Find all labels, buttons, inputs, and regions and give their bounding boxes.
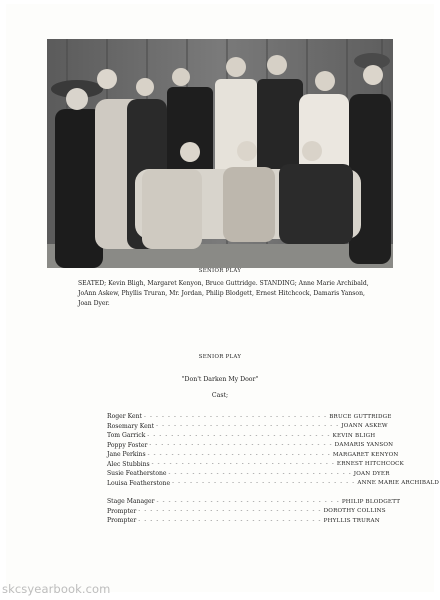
photo-caption-title: SENIOR PLAY [198, 268, 242, 274]
leader-dots: - - - - - - - - - - - - - - - - - - - - - - - - - - - - - - - [138, 508, 322, 515]
watermark: skcsyearbook.com [2, 582, 111, 596]
cast-list [107, 412, 440, 488]
cast-actor: BRUCE GUTTRIDGE [329, 413, 392, 420]
cast-role: Louisa Featherstone [107, 479, 171, 487]
leader-dots: - - - - - - - - - - - - - - - - - - - - - - - - - - - - - - - [168, 470, 352, 477]
cast-actor: JOANN ASKEW [341, 423, 388, 430]
cast-row [107, 460, 405, 470]
crew-role: Stage Manager [107, 498, 155, 506]
play-name: "Don't Darken My Door" [181, 376, 259, 383]
leader-dots: - - - - - - - - - - - - - - - - - - - - - - - - - - - - - - - [151, 461, 335, 468]
crew-row [107, 497, 401, 507]
photo-caption-text: SEATED; Kevin Bligh, Margaret Kenyon, Bruce Guttridge. STANDING; Anne Marie Archibald, JoAnn Askew, Phyllis Truran, Mr. Jordan, Philip Blodgett, Ernest Hitchcock, Damaris Yanson, Joan Dyer. [78, 280, 369, 307]
crew-role: Prompter [107, 507, 137, 515]
group-photo-image [47, 39, 393, 268]
cast-role: Roger Kent [107, 413, 142, 421]
cast-role: Rosemary Kent [107, 422, 155, 430]
leader-dots: - - - - - - - - - - - - - - - - - - - - - - - - - - - - - - - [147, 432, 331, 439]
cast-row [107, 412, 392, 422]
cast-actor: ANNE MARIE ARCHIBALD [357, 480, 440, 487]
leader-dots: - - - - - - - - - - - - - - - - - - - - - - - - - - - - - - - [143, 413, 328, 420]
cast-role: Poppy Foster [107, 441, 148, 449]
crew-role: Prompter [107, 517, 137, 525]
cast-row [107, 431, 376, 441]
cast-actor: KEVIN BLIGH [332, 432, 376, 439]
cast-actor: MARGARET KENYON [332, 451, 399, 458]
leader-dots: - - - - - - - - - - - - - - - - - - - - - - - - - - - - - - - [147, 451, 331, 458]
cast-row [107, 469, 390, 479]
cast-actor: DAMARIS YANSON [334, 442, 394, 449]
leader-dots: - - - - - - - - - - - - - - - - - - - - - - - - - - - - - - - [156, 498, 340, 505]
crew-actor: DOROTHY COLLINS [323, 508, 386, 515]
crew-actor: PHILIP BLODGETT [341, 498, 401, 505]
cast-actor: JOAN DYER [353, 470, 390, 477]
cast-role: Alec Stubbins [107, 460, 150, 468]
cast-role: Jane Perkins [107, 451, 146, 459]
program-title: SENIOR PLAY [198, 354, 242, 360]
leader-dots: - - - - - - - - - - - - - - - - - - - - - - - - - - - - - - - [138, 517, 322, 524]
crew-list [107, 497, 401, 526]
cast-row [107, 441, 394, 451]
crew-row [107, 516, 380, 526]
leader-dots: - - - - - - - - - - - - - - - - - - - - - - - - - - - - - - - [149, 442, 333, 449]
crew-actor: PHYLLIS TRURAN [323, 517, 380, 524]
leader-dots: - - - - - - - - - - - - - - - - - - - - - - - - - - - - - - - [156, 423, 340, 430]
cast-row [107, 479, 440, 489]
cast-role: Susie Featherstone [107, 470, 167, 478]
cast-role: Tom Garrick [107, 432, 146, 440]
leader-dots: - - - - - - - - - - - - - - - - - - - - - - - - - - - - - - - [172, 480, 356, 487]
cast-heading: Cast; [211, 392, 229, 399]
crew-row [107, 507, 386, 517]
cast-row [107, 422, 388, 432]
group-photo [47, 39, 393, 268]
cast-actor: ERNEST HITCHCOCK [336, 461, 405, 468]
cast-row [107, 450, 399, 460]
